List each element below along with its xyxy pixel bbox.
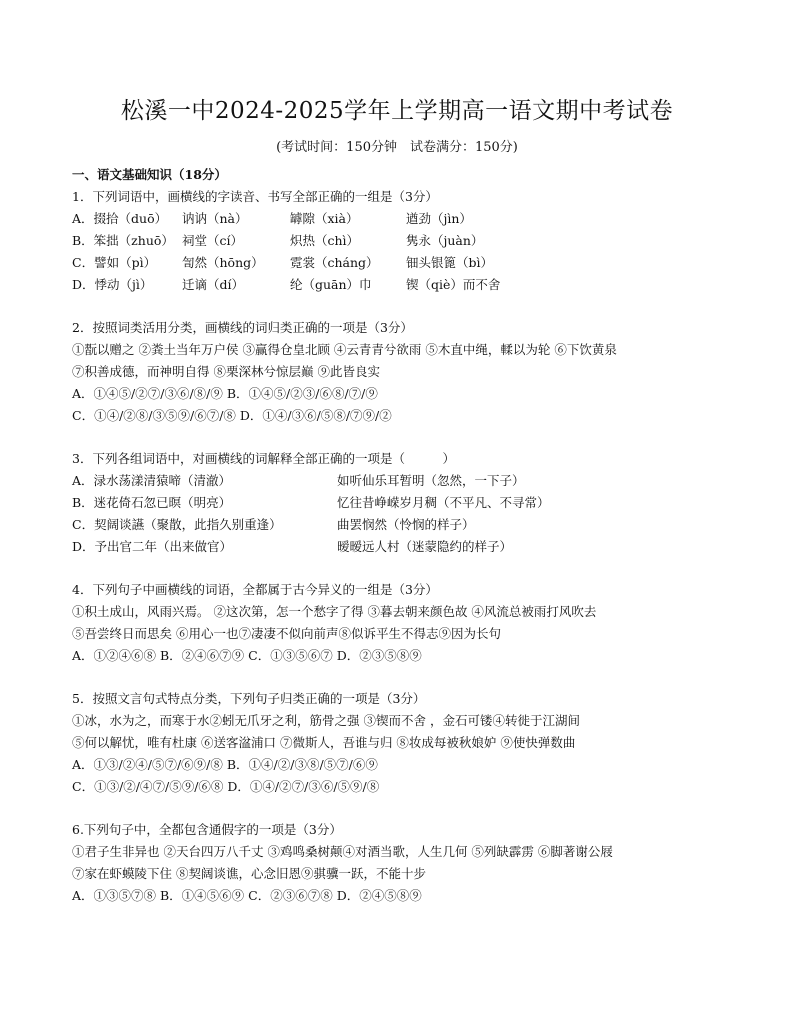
q1-cell: C．譬如（pì） xyxy=(72,255,157,270)
q6-item-line: ⑦家在虾蟆陵下住 ⑧契阔谈谯，心念旧恩⑨骐骥一跃，不能十步 xyxy=(72,866,426,881)
q5-options: A．①③/②④/⑤⑦/⑥⑨/⑧ B．①④/②/③⑧/⑤⑦/⑥⑨ xyxy=(72,757,378,772)
q1-cell: 隽永（juàn） xyxy=(406,233,484,248)
q1-cell: 遒劲（jìn） xyxy=(406,211,472,226)
q1-cell: 祠堂（cí） xyxy=(182,233,243,248)
q2-item-line: ①翫以赠之 ②粪土当年万户侯 ③赢得仓皇北顾 ④云青青兮欲雨 ⑤木直中绳，輮以为轮 ⑥下饮黄泉 xyxy=(72,342,617,357)
q1-option-c xyxy=(72,252,752,274)
q6-stem: 6.下列句子中，全都包含通假字的一项是（3分） xyxy=(72,822,342,837)
q3-cell: 忆往昔峥嵘岁月稠（不平凡、不寻常） xyxy=(337,495,550,510)
section-heading: 一、语文基础知识（18分） xyxy=(72,167,227,182)
q1-cell: 罅隙（xià） xyxy=(290,211,359,226)
q1-option-b xyxy=(72,230,752,252)
q2-options: A．①④⑤/②⑦/③⑥/⑧/⑨ B．①④⑤/②③/⑥⑧/⑦/⑨ xyxy=(72,386,378,401)
exam-title: 松溪一中2024-2025学年上学期高一语文期中考试卷 xyxy=(120,98,674,124)
q4-options: A．①②④⑥⑧ B．②④⑥⑦⑨ C．①③⑤⑥⑦ D．②③⑤⑧⑨ xyxy=(72,648,422,663)
q5-options: C．①③/②/④⑦/⑤⑨/⑥⑧ D．①④/②⑦/③⑥/⑤⑨/⑧ xyxy=(72,779,380,794)
q3-cell: C．契阔谈讌（聚散，此指久别重逢） xyxy=(72,517,282,532)
q2-stem: 2．按照词类活用分类，画横线的词归类正确的一项是（3分） xyxy=(72,320,413,335)
q4-item-line: ①积土成山，风雨兴焉。 ②这次第，怎一个愁字了得 ③暮去朝来颜色故 ④风流总被雨打风吹去 xyxy=(72,604,597,619)
q2-options: C．①④/②⑧/③⑤⑨/⑥⑦/⑧ D．①④/③⑥/⑤⑧/⑦⑨/② xyxy=(72,408,392,423)
q3-cell: 曲罢悯然（怜悯的样子） xyxy=(337,517,475,532)
exam-content xyxy=(72,164,752,907)
q1-cell: 钿头银篦（bì） xyxy=(406,255,493,270)
q5-stem: 5．按照文言句式特点分类，下列句子归类正确的一项是（3分） xyxy=(72,691,426,706)
q4-item-line: ⑤吾尝终日而思矣 ⑥用心一也⑦凄凄不似向前声⑧似诉平生不得志⑨因为长句 xyxy=(72,626,501,641)
q5-item-line: ①冰，水为之，而寒于水②蚓无爪牙之利，筋骨之强 ③锲而不舍 ，金石可镂④转徙于江湖间 xyxy=(72,713,580,728)
q3-cell: 如听仙乐耳暂明（忽然，一下子） xyxy=(337,473,525,488)
q1-cell: 讷讷（nà） xyxy=(182,211,248,226)
q1-cell: A．掇拾（duō） xyxy=(72,211,168,226)
q1-cell: 迁谪（dí） xyxy=(182,277,244,292)
exam-subtitle: (考试时间：150分钟 试卷满分：150分) xyxy=(276,140,518,155)
q1-cell: 霓裳（cháng） xyxy=(290,255,379,270)
q1-cell: 锲（qiè）而不舍 xyxy=(406,277,501,292)
q1-cell: 訇然（hōng） xyxy=(182,255,264,270)
q1-cell: 炽热（chì） xyxy=(290,233,360,248)
q3-stem: 3．下列各组词语中，对画横线的词解释全部正确的一项是（ ） xyxy=(72,451,455,466)
q3-option-b xyxy=(72,492,752,514)
q1-cell: B．笨拙（zhuō） xyxy=(72,233,174,248)
q1-stem: 1．下列词语中，画横线的字读音、书写全部正确的一组是（3分） xyxy=(72,189,438,204)
q6-item-line: ①君子生非异也 ②天台四万八千丈 ③鸡鸣桑树颠④对酒当歌，人生几何 ⑤列缺霹雳 ⑥脚著谢公屐 xyxy=(72,844,613,859)
q1-cell: D．悸动（jì） xyxy=(72,277,153,292)
q1-option-d xyxy=(72,274,752,296)
q3-option-d xyxy=(72,536,752,558)
q4-stem: 4．下列句子中画横线的词语，全都属于古今异义的一组是（3分） xyxy=(72,582,438,597)
q1-option-a xyxy=(72,208,752,230)
q3-cell: A．渌水荡漾清猿啼（清澈） xyxy=(72,473,232,488)
q3-cell: B．迷花倚石忽已暝（明亮） xyxy=(72,495,232,510)
q3-cell: D．予出官二年（出来做官） xyxy=(72,539,233,554)
q5-item-line: ⑤何以解忧，唯有杜康 ⑥送客湓浦口 ⑦微斯人，吾谁与归 ⑧妆成每被秋娘妒 ⑨使快弹数曲 xyxy=(72,735,576,750)
q3-option-a xyxy=(72,470,752,492)
q6-options: A．①③⑤⑦⑧ B．①④⑤⑥⑨ C．②③⑥⑦⑧ D．②④⑤⑧⑨ xyxy=(72,888,422,903)
q2-item-line: ⑦积善成德，而神明自得 ⑧栗深林兮惊层巅 ⑨此皆良实 xyxy=(72,364,380,379)
q3-cell: 暧暧远人村（迷蒙隐约的样子） xyxy=(337,539,513,554)
q3-option-c xyxy=(72,514,752,536)
q1-cell: 纶（guān）巾 xyxy=(290,277,372,292)
